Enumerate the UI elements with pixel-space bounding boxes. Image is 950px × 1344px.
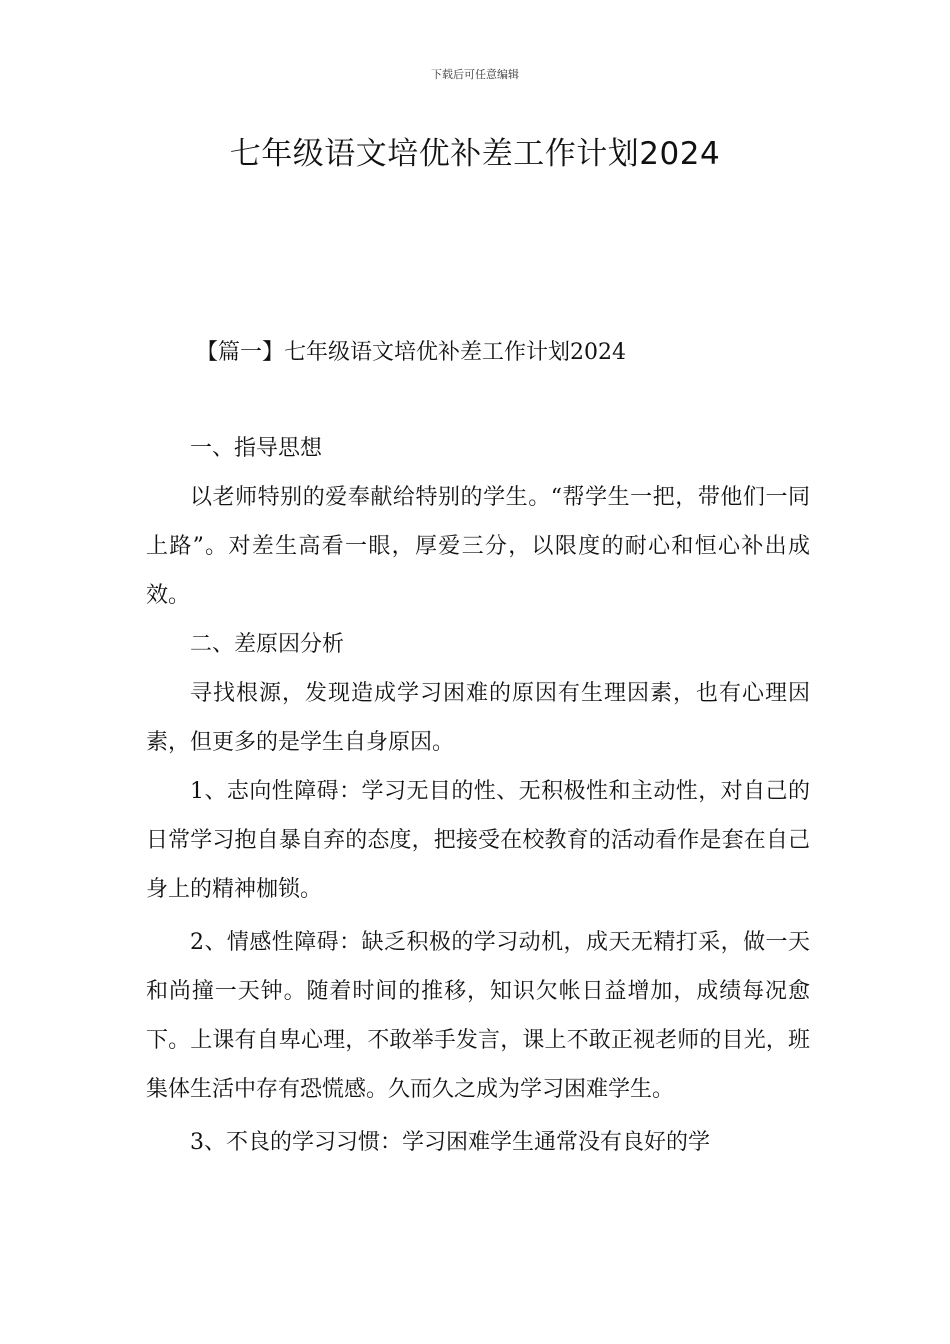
paragraph: 3、不良的学习习惯：学习困难学生通常没有良好的学 (190, 1130, 710, 1155)
paragraph: 寻找根源，发现造成学习困难的原因有生理因素，也有心理因素，但更多的是学生自身原因。 (146, 681, 810, 755)
heading-cause-analysis: 二、差原因分析 (190, 632, 345, 657)
paragraph: 2、情感性障碍：缺乏积极的学习动机，成天无精打采，做一天和尚撞一天钟。随着时间的推移，知识欠帐日益增加，成绩每况愈下。上课有自卑心理，不敢举手发言，课上不敢正视老师的目光，班集体生活中存有恐慌感。久而久之成为学习困难学生。 (146, 930, 810, 1102)
paragraph: 以老师特别的爱奉献给特别的学生。“帮学生一把，带他们一同上路”。对差生高看一眼，厚爱三分，以限度的耐心和恒心补出成效。 (146, 485, 810, 608)
paragraph: 1、志向性障碍：学习无目的性、无积极性和主动性，对自己的日常学习抱自暴自弃的态度，把接受在校教育的活动看作是套在自己身上的精神枷锁。 (146, 779, 810, 902)
heading-guiding-idea: 一、指导思想 (190, 436, 323, 461)
document-title: 七年级语文培优补差工作计划2024 (229, 136, 721, 172)
header-note: 下载后可任意编辑 (431, 68, 519, 81)
section-title: 【篇一】七年级语文培优补差工作计划2024 (196, 340, 626, 365)
document-body (146, 424, 810, 1167)
